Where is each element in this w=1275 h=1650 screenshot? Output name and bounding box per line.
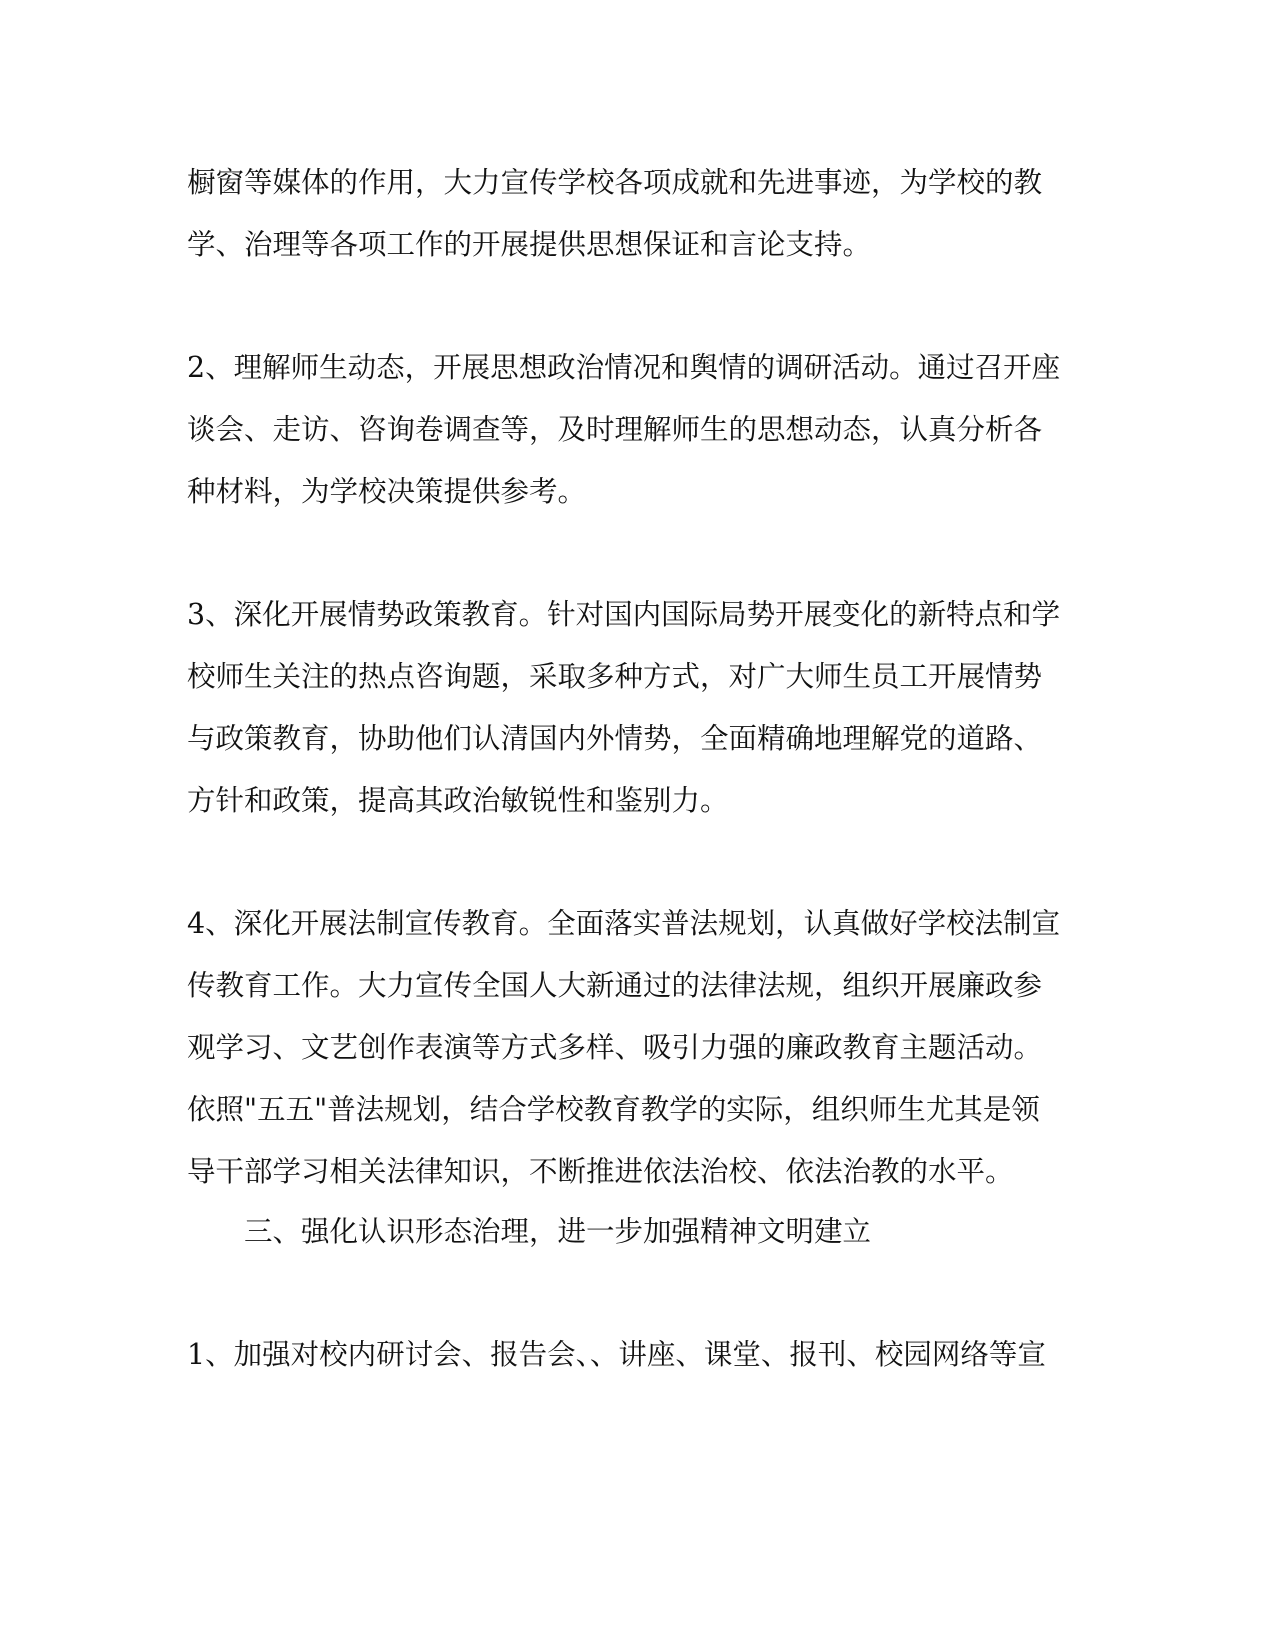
text-line: 3、深化开展情势政策教育。针对国内国际局势开展变化的新特点和学 bbox=[187, 598, 1061, 631]
text-line: 传教育工作。大力宣传全国人大新通过的法律法规，组织开展廉政参 bbox=[187, 969, 1043, 1002]
section-heading: 三、强化认识形态治理，进一步加强精神文明建立 bbox=[244, 1215, 872, 1248]
text-line: 谈会、走访、咨询卷调查等，及时理解师生的思想动态，认真分析各 bbox=[187, 413, 1043, 446]
text-line: 导干部学习相关法律知识，不断推进依法治校、依法治教的水平。 bbox=[187, 1155, 1014, 1188]
text-line: 种材料，为学校决策提供参考。 bbox=[187, 475, 587, 508]
text-line: 橱窗等媒体的作用，大力宣传学校各项成就和先进事迹，为学校的教 bbox=[187, 166, 1043, 199]
text-line: 4、深化开展法制宣传教育。全面落实普法规划，认真做好学校法制宣 bbox=[187, 907, 1061, 940]
text-line: 观学习、文艺创作表演等方式多样、吸引力强的廉政教育主题活动。 bbox=[187, 1031, 1043, 1064]
text-line: 校师生关注的热点咨询题，采取多种方式，对广大师生员工开展情势 bbox=[187, 660, 1043, 693]
text-line: 依照"五五"普法规划，结合学校教育教学的实际，组织师生尤其是领 bbox=[187, 1093, 1040, 1126]
text-line: 2、理解师生动态，开展思想政治情况和舆情的调研活动。通过召开座 bbox=[187, 351, 1061, 384]
text-line: 1、加强对校内研讨会、报告会、、讲座、课堂、报刊、校园网络等宣 bbox=[187, 1338, 1046, 1371]
text-line: 与政策教育，协助他们认清国内外情势，全面精确地理解党的道路、 bbox=[187, 722, 1043, 755]
text-line: 方针和政策，提高其政治敏锐性和鉴别力。 bbox=[187, 784, 729, 817]
text-line: 学、治理等各项工作的开展提供思想保证和言论支持。 bbox=[187, 228, 872, 261]
